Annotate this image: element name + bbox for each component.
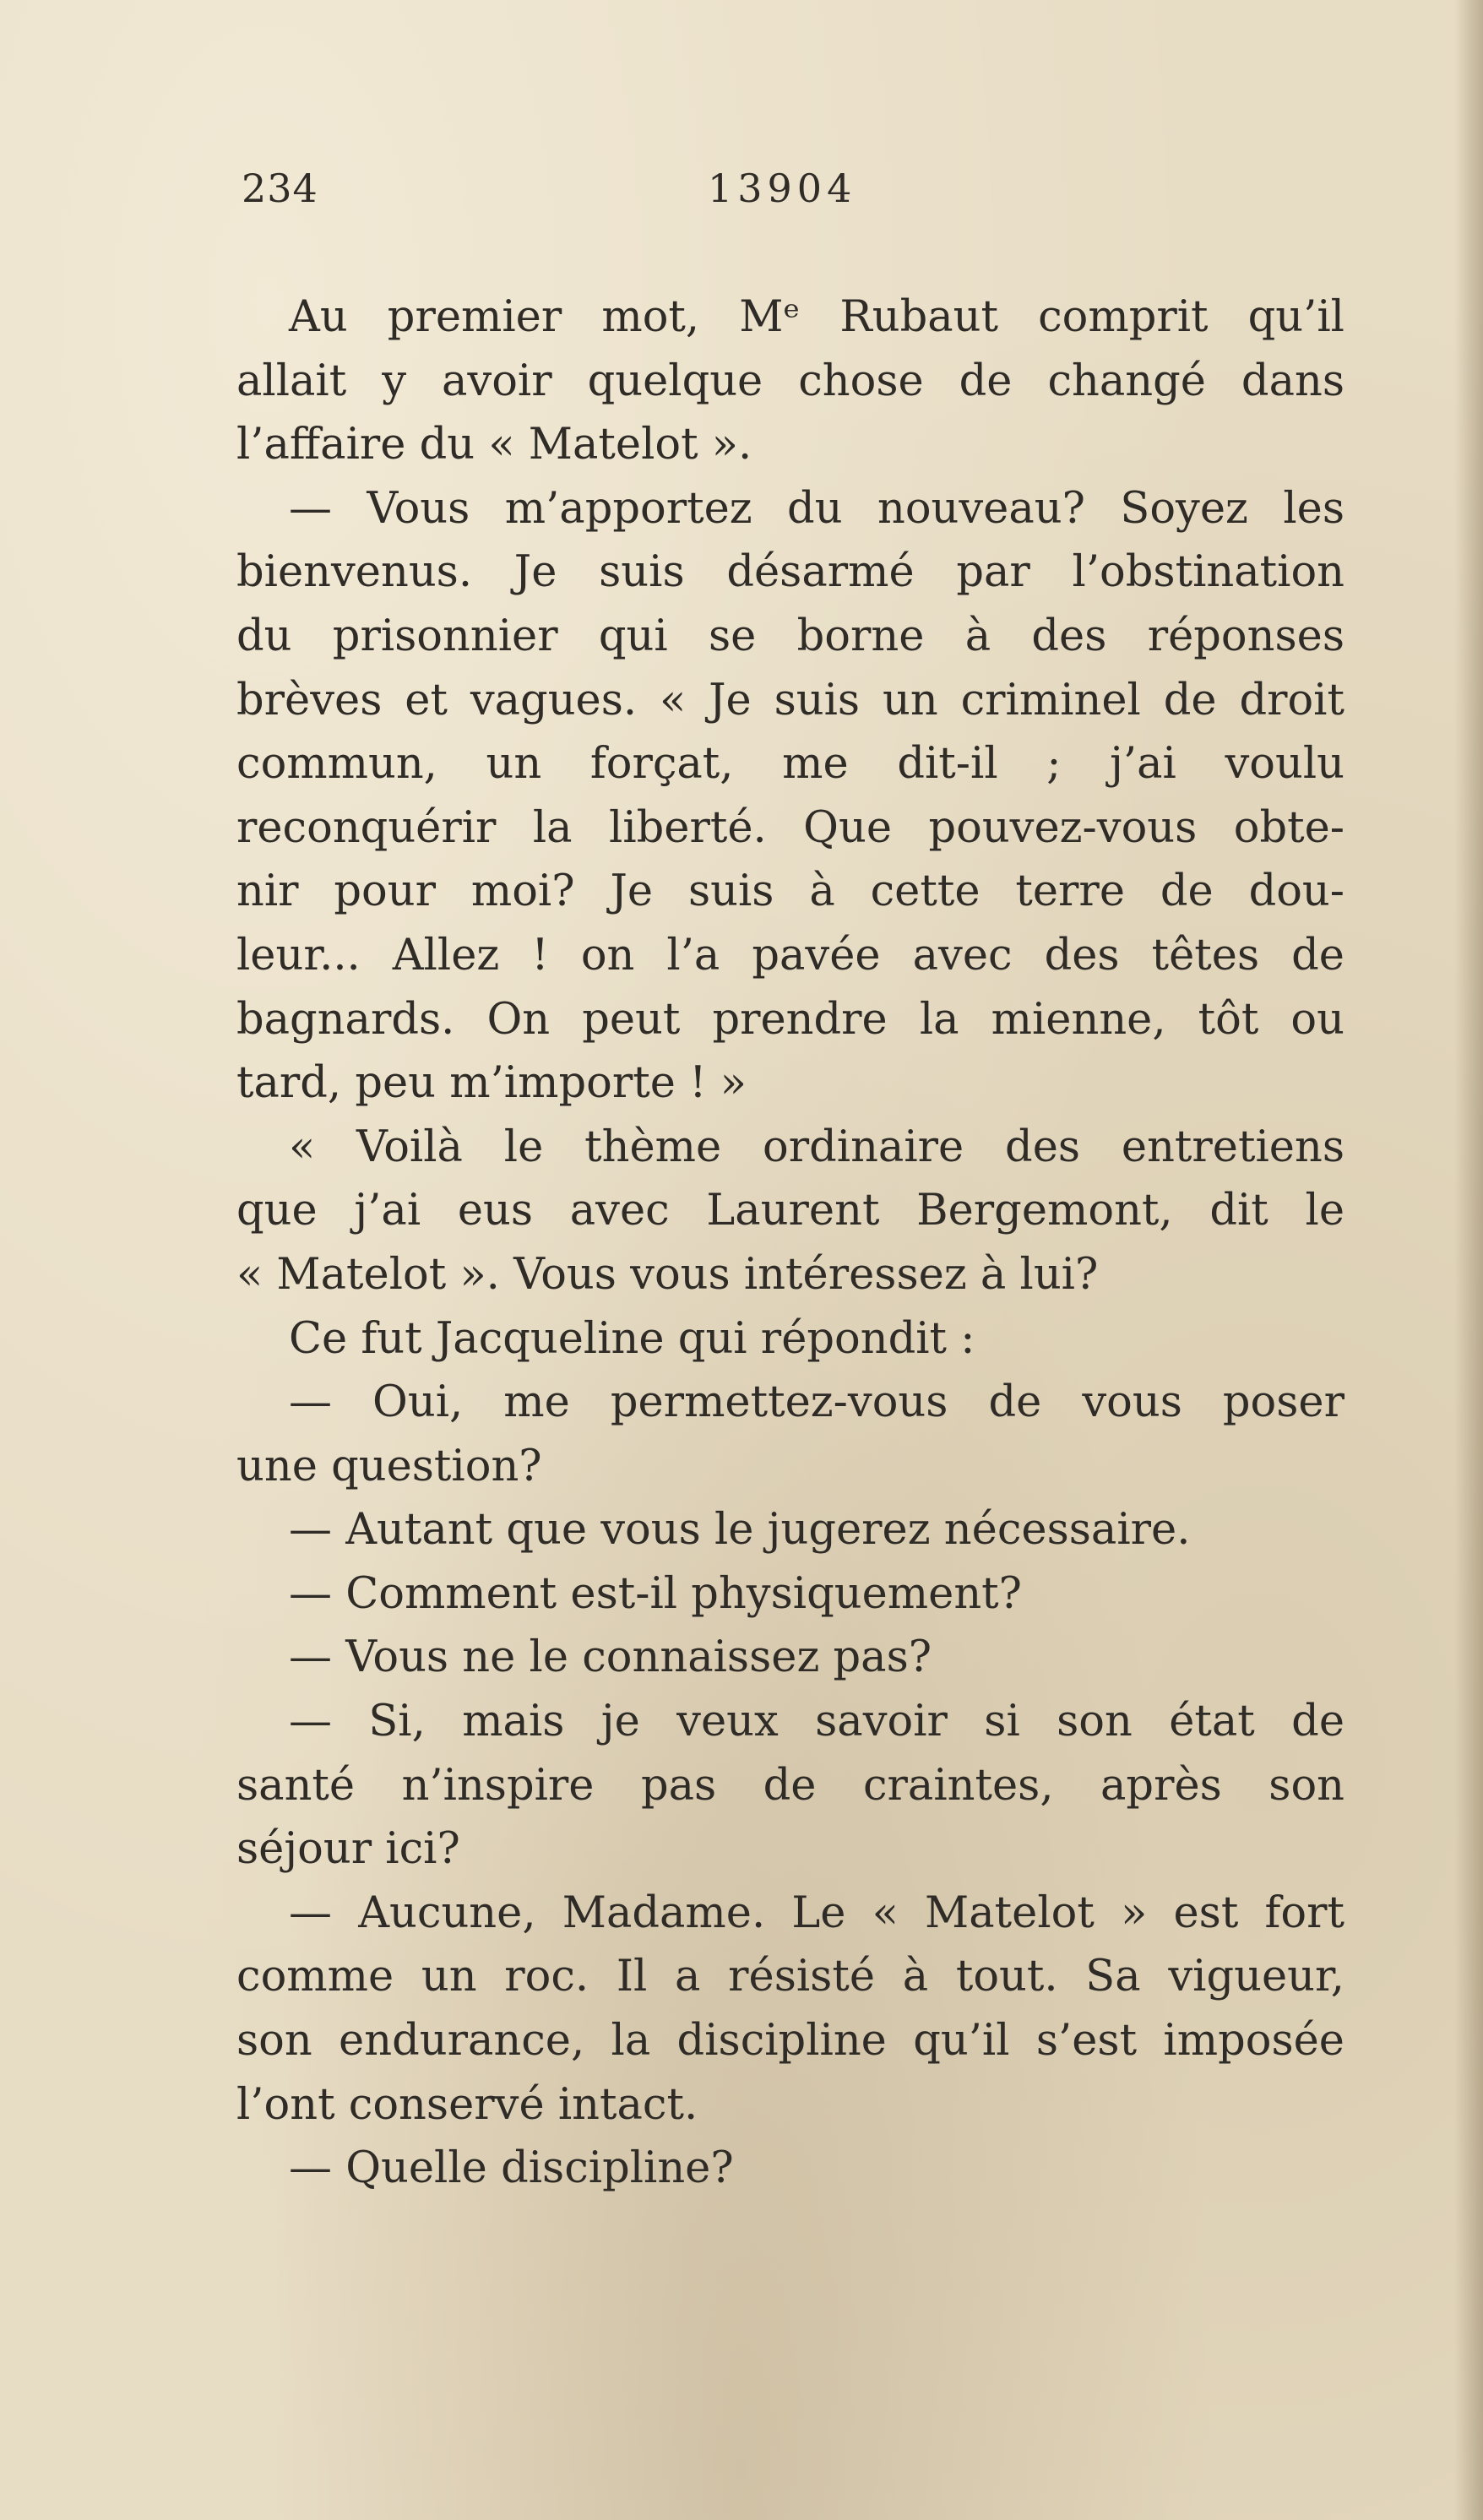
text-line: séjour ici? [236, 1824, 460, 1875]
text-line: comme un roc. Il a résisté à tout. Sa vigueur, [236, 1952, 1344, 2002]
text-line: santé n’inspire pas de craintes, après son [236, 1760, 1344, 1811]
text-line: — Oui, me permettez-vous de vous poser [289, 1377, 1344, 1428]
text-line: bienvenus. Je suis désarmé par l’obstination [236, 547, 1344, 598]
text-line: « Voilà le thème ordinaire des entretiens [289, 1122, 1344, 1172]
running-title: 13904 [708, 166, 857, 211]
body-text [236, 285, 1344, 2201]
text-line: — Vous m’apportez du nouveau? Soyez les [289, 483, 1344, 534]
text-line: nir pour moi? Je suis à cette terre de dou- [236, 866, 1344, 917]
text-line: bagnards. On peut prendre la mienne, tôt ou [236, 994, 1344, 1045]
text-line: l’ont conservé intact. [236, 2079, 698, 2130]
text-line: Ce fut Jacqueline qui répondit : [289, 1313, 975, 1364]
text-line: « Matelot ». Vous vous intéressez à lui? [236, 1249, 1099, 1300]
page-edge-shadow [1454, 0, 1483, 2520]
text-line: — Vous ne le connaissez pas? [289, 1632, 932, 1683]
text-line: commun, un forçat, me dit-il ; j’ai voulu [236, 739, 1344, 790]
text-line: l’affaire du « Matelot ». [236, 420, 752, 470]
page-header [242, 159, 1407, 218]
text-line: Au premier mot, Mᵉ Rubaut comprit qu’il [289, 292, 1344, 342]
text-line: reconquérir la liberté. Que pouvez-vous obte- [236, 802, 1344, 853]
page-number: 234 [242, 166, 318, 211]
text-line: que j’ai eus avec Laurent Bergemont, dit le [236, 1186, 1344, 1236]
text-line: du prisonnier qui se borne à des réponses [236, 611, 1344, 661]
text-line: tard, peu m’importe ! » [236, 1058, 747, 1109]
text-line: — Si, mais je veux savoir si son état de [289, 1697, 1344, 1747]
text-line: — Quelle discipline? [289, 2143, 734, 2194]
text-line: — Aucune, Madame. Le « Matelot » est fort [289, 1887, 1344, 1938]
text-line: — Autant que vous le jugerez nécessaire. [289, 1505, 1191, 1556]
text-line: brèves et vagues. « Je suis un criminel de droit [236, 675, 1344, 725]
text-line: une question? [236, 1441, 542, 1491]
text-line: allait y avoir quelque chose de changé dans [236, 356, 1344, 406]
text-line: — Comment est-il physiquement? [289, 1568, 1022, 1619]
text-line: son endurance, la discipline qu’il s’est imposée [236, 2016, 1344, 2067]
text-line: leur... Allez ! on l’a pavée avec des têtes de [236, 930, 1344, 980]
